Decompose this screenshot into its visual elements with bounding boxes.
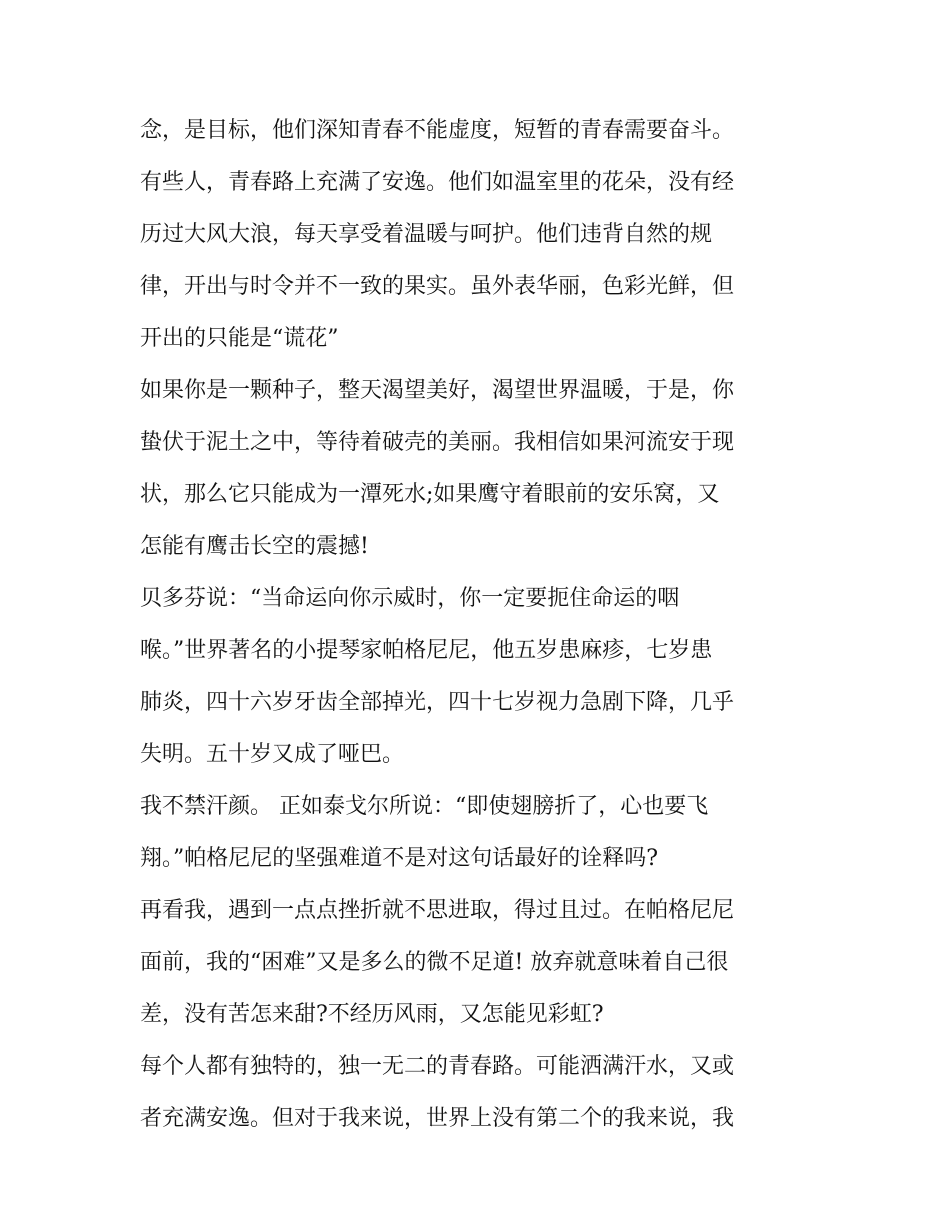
text-line: 肺炎，四十六岁牙齿全部掉光，四十七岁视力急剧下降，几乎: [140, 690, 735, 715]
text-line: 律，开出与时令并不一致的果实。虽外表华丽，色彩光鲜，但: [140, 274, 735, 299]
text-line: 我不禁汗颜。 正如泰戈尔所说：“即使翅膀折了，心也要飞: [140, 794, 709, 819]
text-line: 每个人都有独特的，独一无二的青春路。可能洒满汗水，又或: [140, 1054, 735, 1079]
text-line: 有些人，青春路上充满了安逸。他们如温室里的花朵，没有经: [140, 170, 735, 195]
text-line: 喉。”世界著名的小提琴家帕格尼尼，他五岁患麻疹，七岁患: [140, 638, 713, 663]
text-line: 失明。五十岁又成了哑巴。: [140, 742, 405, 767]
text-line: 者充满安逸。但对于我来说，世界上没有第二个的我来说，我: [140, 1106, 735, 1131]
text-line: 贝多芬说：“当命运向你示威时，你一定要扼住命运的咽: [140, 586, 680, 611]
text-line: 状，那么它只能成为一潭死水;如果鹰守着眼前的安乐窝，又: [140, 482, 720, 507]
text-line: 差，没有苦怎来甜?不经历风雨，又怎能见彩虹?: [140, 1002, 604, 1027]
text-line: 蛰伏于泥土之中，等待着破壳的美丽。我相信如果河流安于现: [140, 430, 735, 455]
text-line: 怎能有鹰击长空的震撼!: [140, 534, 369, 559]
text-line: 念，是目标，他们深知青春不能虚度，短暂的青春需要奋斗。: [140, 118, 735, 143]
text-line: 翔。”帕格尼尼的坚强难道不是对这句话最好的诠释吗?: [140, 846, 659, 871]
body-text: [140, 105, 820, 1145]
text-line: 开出的只能是“谎花”: [140, 326, 339, 351]
text-line: 面前，我的“困难”又是多么的微不足道! 放弃就意味着自己很: [140, 950, 729, 975]
text-line: 如果你是一颗种子，整天渴望美好，渴望世界温暖，于是，你: [140, 378, 735, 403]
text-line: 历过大风大浪，每天享受着温暖与呵护。他们违背自然的规: [140, 222, 713, 247]
text-line: 再看我，遇到一点点挫折就不思进取，得过且过。在帕格尼尼: [140, 898, 735, 923]
